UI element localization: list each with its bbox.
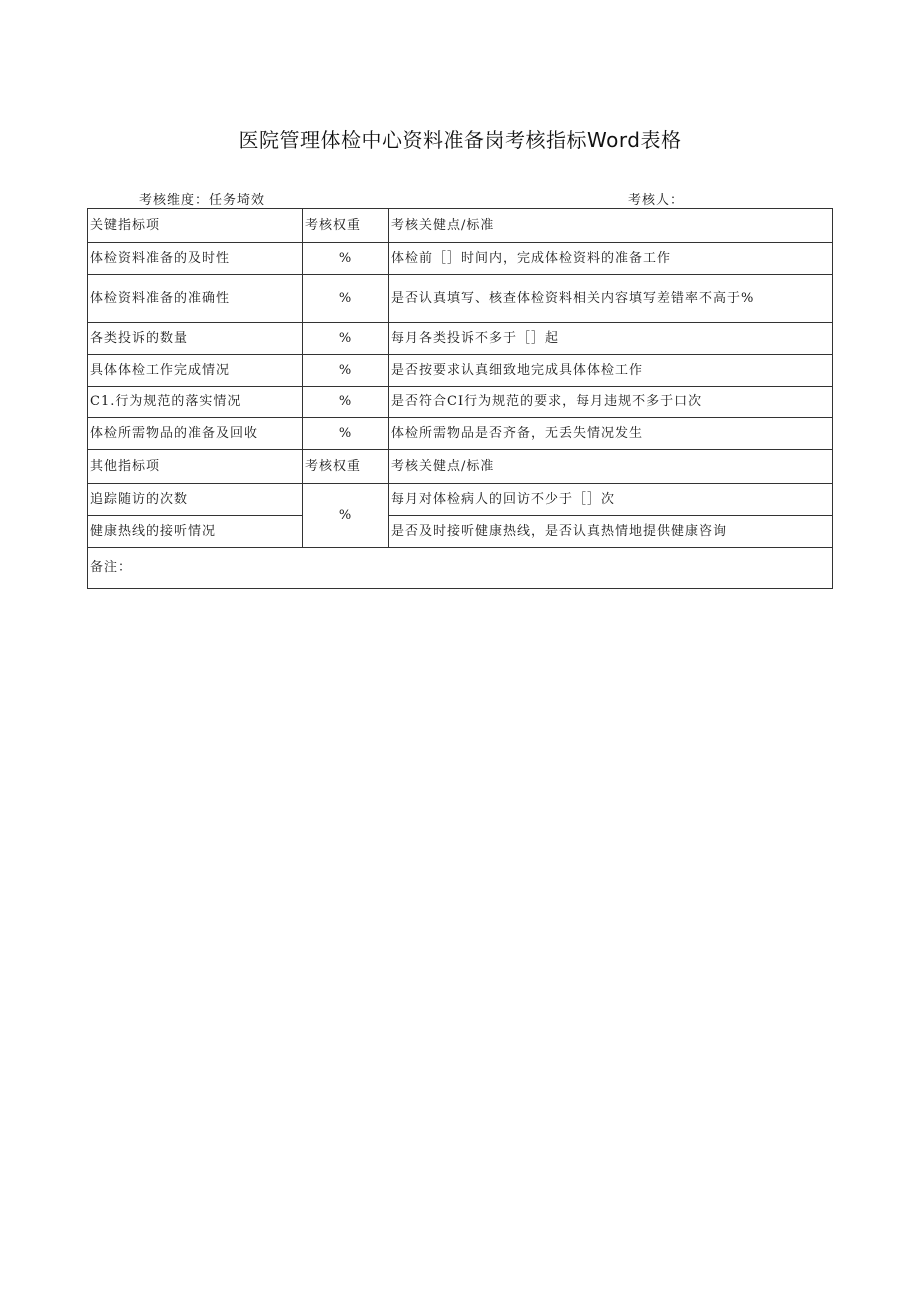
header-criteria: 考核关健点/标准	[389, 209, 833, 243]
row-criteria: 是否符合CI行为规范的要求，每月违规不多于口次	[389, 387, 833, 418]
row-criteria: 体检所需物品是否齐备，无丢失情况发生	[389, 418, 833, 450]
table-row	[88, 323, 833, 355]
other-row-item: 健康热线的接听情况	[88, 516, 303, 548]
other-row-item: 追踪随访的次数	[88, 484, 303, 516]
other-row-criteria: 每月对体检病人的回访不少于［］次	[389, 484, 833, 516]
other-row-weight: %	[303, 484, 389, 548]
row-item: 具体体检工作完成情况	[88, 355, 303, 387]
kpi-table	[87, 208, 833, 589]
table-row	[88, 275, 833, 323]
row-criteria: 每月各类投诉不多于［］起	[389, 323, 833, 355]
header-item: 关键指标项	[88, 209, 303, 243]
row-weight: %	[303, 418, 389, 450]
other-header-weight: 考核权重	[303, 450, 389, 484]
document-title: 医院管理体检中心资料准备岗考核指标Word表格	[238, 128, 682, 152]
row-item: 体检资料准备的准确性	[88, 275, 303, 323]
row-criteria: 体检前［］时间内，完成体检资料的准备工作	[389, 243, 833, 275]
table-row	[88, 516, 833, 548]
assessor-label: 考核人：	[628, 193, 685, 208]
row-criteria: 是否按要求认真细致地完成具体体检工作	[389, 355, 833, 387]
row-item: C1.行为规范的落实情况	[88, 387, 303, 418]
row-weight: %	[303, 355, 389, 387]
other-row-criteria: 是否及时接听健康热线，是否认真热情地提供健康咨询	[389, 516, 833, 548]
row-item: 各类投诉的数量	[88, 323, 303, 355]
row-item: 体检资料准备的及时性	[88, 243, 303, 275]
remarks-row	[88, 548, 833, 589]
other-header-row	[88, 450, 833, 484]
row-item: 体检所需物品的准备及回收	[88, 418, 303, 450]
row-criteria: 是否认真填写、核查体检资料相关内容填写差错率不高于%	[389, 275, 833, 323]
header-weight: 考核权重	[303, 209, 389, 243]
table-row	[88, 243, 833, 275]
row-weight: %	[303, 275, 389, 323]
row-weight: %	[303, 323, 389, 355]
table-row	[88, 418, 833, 450]
assessment-dimension: 考核维度：任务埼效	[139, 193, 266, 208]
table-header-row	[88, 209, 833, 243]
other-header-item: 其他指标项	[88, 450, 303, 484]
remarks-label: 备注：	[88, 548, 833, 589]
table-row	[88, 484, 833, 516]
row-weight: %	[303, 243, 389, 275]
table-row	[88, 355, 833, 387]
row-weight: %	[303, 387, 389, 418]
table-row	[88, 387, 833, 418]
other-header-criteria: 考核关健点/标准	[389, 450, 833, 484]
